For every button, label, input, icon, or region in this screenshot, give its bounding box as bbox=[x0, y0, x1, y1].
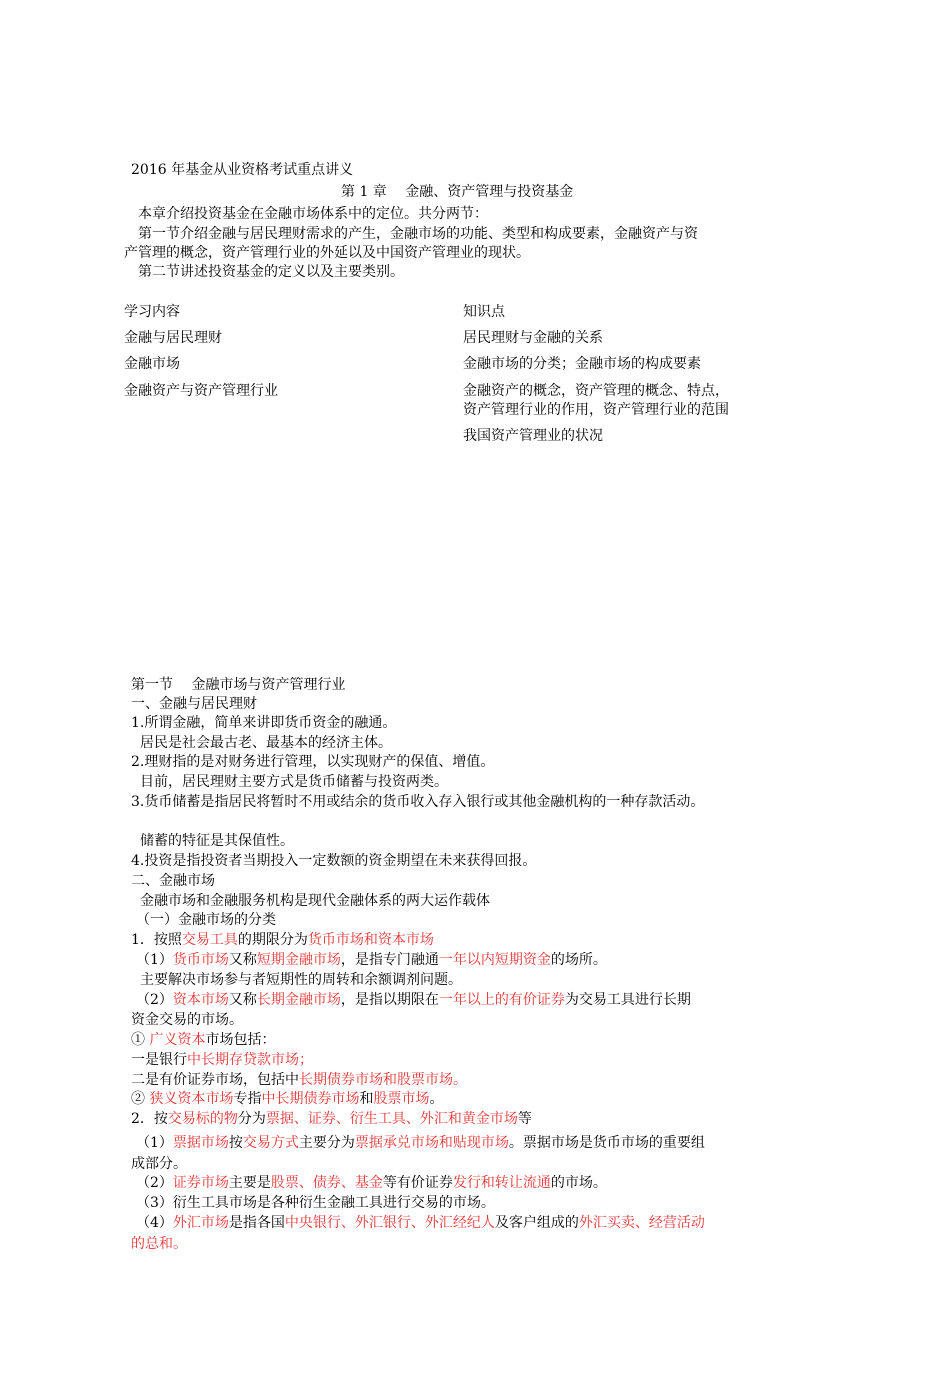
intro-paragraph-1: 本章介绍投资基金在金融市场体系中的定位。共分两节： bbox=[138, 206, 488, 222]
intro-paragraph-2b: 产管理的概念，资产管理行业的外延以及中国资产管理业的现状。 bbox=[124, 245, 530, 261]
table-header-content: 学习内容 bbox=[124, 304, 180, 320]
body-line: 金融市场和金融服务机构是现代金融体系的两大运作载体 bbox=[140, 893, 490, 909]
subsection-heading: 二、金融市场 bbox=[131, 873, 215, 889]
body-line: 2．按交易标的物分为票据、证券、衍生工具、外汇和黄金市场等 bbox=[131, 1111, 532, 1127]
body-line: 2.理财指的是对财务进行管理，以实现财产的保值、增值。 bbox=[131, 754, 495, 770]
body-line: （1）票据市场按交易方式主要分为票据承兑市场和贴现市场。票据市场是货币市场的重要组 bbox=[136, 1135, 705, 1151]
body-line: 一是银行中长期存贷款市场； bbox=[131, 1052, 313, 1068]
body-line: （2）资本市场又称长期金融市场，是指以期限在一年以上的有价证券为交易工具进行长期 bbox=[136, 992, 691, 1008]
table-header-points: 知识点 bbox=[463, 304, 505, 320]
body-line: （1）货币市场又称短期金融市场，是指专门融通一年以内短期资金的场所。 bbox=[136, 952, 607, 968]
body-line: 居民是社会最古老、最基本的经济主体。 bbox=[140, 735, 392, 751]
body-line: ① 广义资本市场包括： bbox=[131, 1032, 276, 1048]
table-cell-content: 金融资产与资产管理行业 bbox=[124, 383, 278, 399]
table-cell-content: 金融市场 bbox=[124, 356, 180, 372]
table-cell-point: 我国资产管理业的状况 bbox=[463, 428, 603, 444]
table-cell-point: 资产管理行业的作用，资产管理行业的范围 bbox=[463, 402, 729, 418]
body-line: （4）外汇市场是指各国中央银行、外汇银行、外汇经纪人及客户组成的外汇买卖、经营活动 bbox=[136, 1215, 705, 1231]
body-line: 的总和。 bbox=[131, 1236, 187, 1252]
subsection-heading: 一、金融与居民理财 bbox=[131, 696, 257, 712]
body-line: ② 狭义资本市场专指中长期债券市场和股票市场。 bbox=[131, 1091, 444, 1107]
body-line: 3.货币储蓄是指居民将暂时不用或结余的货币收入存入银行或其他金融机构的一种存款活动。 bbox=[131, 794, 705, 810]
intro-paragraph-3: 第二节讲述投资基金的定义以及主要类别。 bbox=[138, 264, 404, 280]
body-line: 目前，居民理财主要方式是货币储蓄与投资两类。 bbox=[140, 774, 448, 790]
body-line: 主要解决市场参与者短期性的周转和余额调剂问题。 bbox=[140, 972, 462, 988]
table-cell-point: 金融资产的概念，资产管理的概念、特点， bbox=[463, 383, 729, 399]
body-line: （3）衍生工具市场是各种衍生金融工具进行交易的市场。 bbox=[136, 1195, 495, 1211]
chapter-title: 第 1 章 金融、资产管理与投资基金 bbox=[341, 184, 574, 200]
body-line: 4.投资是指投资者当期投入一定数额的资金期望在未来获得回报。 bbox=[131, 853, 537, 869]
intro-paragraph-2a: 第一节介绍金融与居民理财需求的产生，金融市场的功能、类型和构成要素，金融资产与资 bbox=[138, 226, 698, 242]
body-line: 储蓄的特征是其保值性。 bbox=[140, 833, 294, 849]
body-line: 成部分。 bbox=[131, 1156, 187, 1172]
table-cell-content: 金融与居民理财 bbox=[124, 330, 222, 346]
body-line: （2）证券市场主要是股票、债券、基金等有价证券发行和转让流通的市场。 bbox=[136, 1175, 607, 1191]
document-title: 2016 年基金从业资格考试重点讲义 bbox=[131, 162, 354, 178]
body-line: 1．按照交易工具的期限分为货币市场和资本市场 bbox=[131, 932, 434, 948]
table-cell-point: 金融市场的分类；金融市场的构成要素 bbox=[463, 356, 701, 372]
subsection-heading: （一）金融市场的分类 bbox=[136, 912, 276, 928]
section-heading: 第一节 金融市场与资产管理行业 bbox=[131, 677, 346, 693]
body-line: 1.所谓金融，简单来讲即货币资金的融通。 bbox=[131, 715, 397, 731]
body-line: 二是有价证券市场，包括中长期债券市场和股票市场。 bbox=[131, 1072, 467, 1088]
table-cell-point: 居民理财与金融的关系 bbox=[463, 330, 603, 346]
body-line: 资金交易的市场。 bbox=[131, 1012, 243, 1028]
